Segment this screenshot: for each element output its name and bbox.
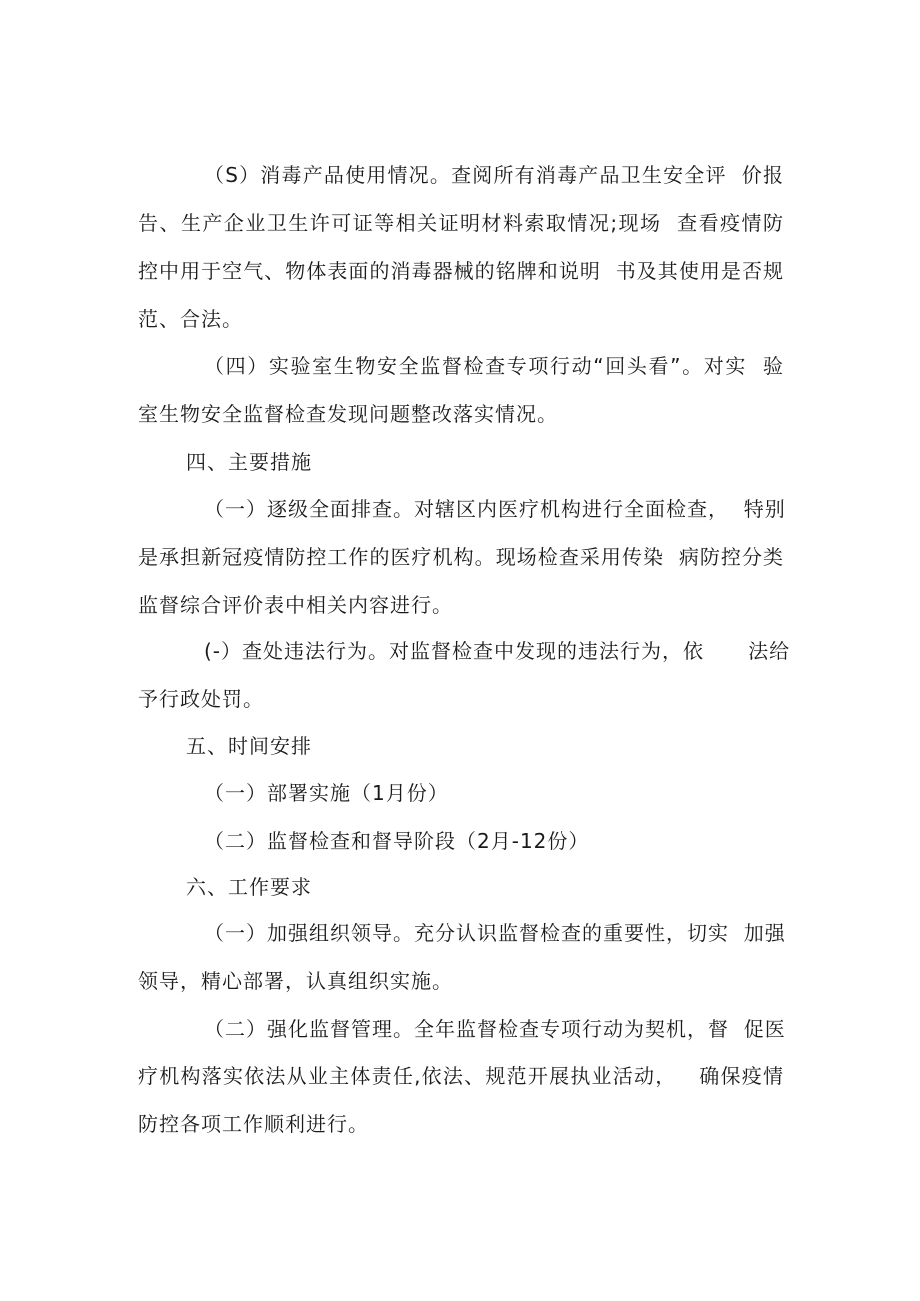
paragraph-line: （S）消毒产品使用情况。查阅所有消毒产品卫生安全评 价报: [204, 163, 784, 187]
section-heading: 五、时间安排: [186, 734, 312, 758]
section-heading: 六、工作要求: [186, 875, 312, 899]
paragraph-line: （二）监督检查和督导阶段（2月-12份）: [204, 829, 590, 853]
paragraph-line: 是承担新冠疫情防控工作的医疗机构。现场检查采用传染 病防控分类: [138, 545, 784, 569]
paragraph-line: 疗机构落实依法从业主体责任,依法、规范开展执业活动， 确保疫情: [138, 1064, 784, 1088]
paragraph-line: （四）实验室生物安全监督检查专项行动“回头看”。对实 验: [204, 354, 784, 378]
paragraph-line: 予行政处罚。: [138, 687, 264, 711]
paragraph-line: 领导，精心部署，认真组织实施。: [138, 969, 453, 993]
section-heading: 四、主要措施: [186, 450, 312, 474]
paragraph-line: 控中用于空气、物体表面的消毒器械的铭牌和说明 书及其使用是否规: [138, 259, 784, 283]
paragraph-line: （二）强化监督管理。全年监督检查专项行动为契机，督 促医: [204, 1017, 786, 1041]
paragraph-line: （一）逐级全面排查。对辖区内医疗机构进行全面检查， 特别: [204, 497, 786, 521]
paragraph-line: 范、合法。: [138, 307, 243, 331]
paragraph-line: （一）部署实施（1月份）: [204, 781, 449, 805]
paragraph-line: （一）加强组织领导。充分认识监督检查的重要性，切实 加强: [204, 921, 786, 945]
paragraph-line: 防控各项工作顺利进行。: [138, 1112, 369, 1136]
paragraph-line: (-）查处违法行为。对监督检查中发现的违法行为，依 法给: [204, 639, 791, 663]
paragraph-line: 室生物安全监督检查发现问题整改落实情况。: [138, 402, 558, 426]
paragraph-line: 告、生产企业卫生许可证等相关证明材料索取情况;现场 查看疫情防: [138, 211, 784, 235]
paragraph-line: 监督综合评价表中相关内容进行。: [138, 593, 453, 617]
